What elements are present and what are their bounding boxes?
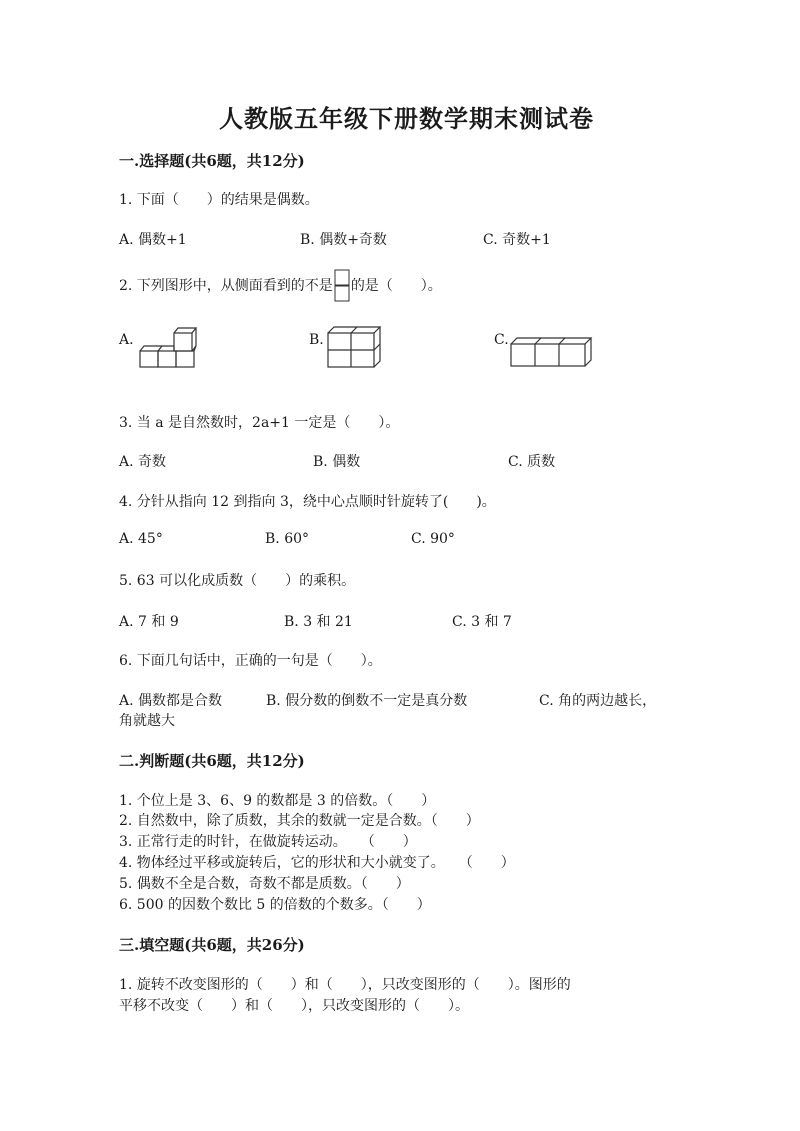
question-1-stem: 1. 下面（ ）的结果是偶数。: [119, 192, 319, 208]
question-2-stem-before: 2. 下列图形中，从侧面看到的不是: [119, 278, 333, 294]
question-6-option-a: A. 偶数都是合数: [119, 693, 223, 709]
question-6-stem: 6. 下面几句话中，正确的一句是（ ）。: [119, 653, 382, 669]
question-1-option-b: B. 偶数+奇数: [300, 232, 387, 248]
question-1-option-a: A. 偶数+1: [119, 232, 187, 248]
question-6-option-c: C. 角的两边越长，: [539, 693, 657, 709]
cube-figure-b: [326, 325, 382, 369]
question-5-option-b: B. 3 和 21: [284, 614, 353, 630]
question-3-stem: 3. 当 a 是自然数时，2a+1 一定是（ ）。: [119, 415, 400, 431]
cube-figure-c: [509, 336, 593, 370]
judge-item: 3. 正常行走的时针，在做旋转运动。 （ ）: [119, 834, 417, 850]
section-heading-fill: 三.填空题(共6题，共26分): [119, 936, 305, 954]
question-2-stem-after: 的是（ ）。: [350, 278, 442, 294]
judge-item: 1. 个位上是 3、6、9 的数都是 3 的倍数。（ ）: [119, 793, 436, 809]
question-6-option-c-continued: 角就越大: [119, 713, 175, 729]
page-title: 人教版五年级下册数学期末测试卷: [219, 104, 594, 133]
question-2-option-c: C.: [494, 332, 509, 348]
question-3-option-b: B. 偶数: [313, 454, 361, 470]
question-4-option-b: B. 60°: [265, 531, 310, 547]
section-heading-choice: 一.选择题(共6题，共12分): [119, 152, 305, 170]
judge-item: 6. 500 的因数个数比 5 的倍数的个数多。（ ）: [119, 897, 431, 913]
judge-item: 4. 物体经过平移或旋转后，它的形状和大小就变了。 （ ）: [119, 855, 515, 871]
fill-item-line-2: 平移不改变（ ）和（ ），只改变图形的（ ）。: [119, 998, 469, 1014]
question-5-stem: 5. 63 可以化成质数（ ）的乘积。: [119, 573, 356, 589]
question-2-option-b: B.: [309, 332, 324, 348]
question-4-option-c: C. 90°: [411, 531, 455, 547]
section-heading-judge: 二.判断题(共6题，共12分): [119, 752, 305, 770]
question-4-option-a: A. 45°: [119, 531, 163, 547]
question-2-stem: [119, 269, 442, 303]
fill-item-line-1: 1. 旋转不改变图形的（ ）和（ ），只改变图形的（ ）。图形的: [119, 977, 571, 993]
question-1-option-c: C. 奇数+1: [483, 232, 551, 248]
stacked-squares-figure: [334, 269, 350, 303]
question-2-option-a: A.: [119, 332, 134, 348]
question-5-option-c: C. 3 和 7: [452, 614, 512, 630]
question-3-option-a: A. 奇数: [119, 454, 167, 470]
question-5-option-a: A. 7 和 9: [119, 614, 179, 630]
question-4-stem: 4. 分针从指向 12 到指向 3，绕中心点顺时针旋转了( )。: [119, 494, 496, 510]
judge-item: 2. 自然数中，除了质数，其余的数就一定是合数。（ ）: [119, 813, 480, 829]
question-3-option-c: C. 质数: [508, 454, 556, 470]
cube-figure-a: [138, 325, 198, 369]
judge-item: 5. 偶数不全是合数，奇数不都是质数。（ ）: [119, 876, 410, 892]
question-6-option-b: B. 假分数的倒数不一定是真分数: [266, 693, 468, 709]
